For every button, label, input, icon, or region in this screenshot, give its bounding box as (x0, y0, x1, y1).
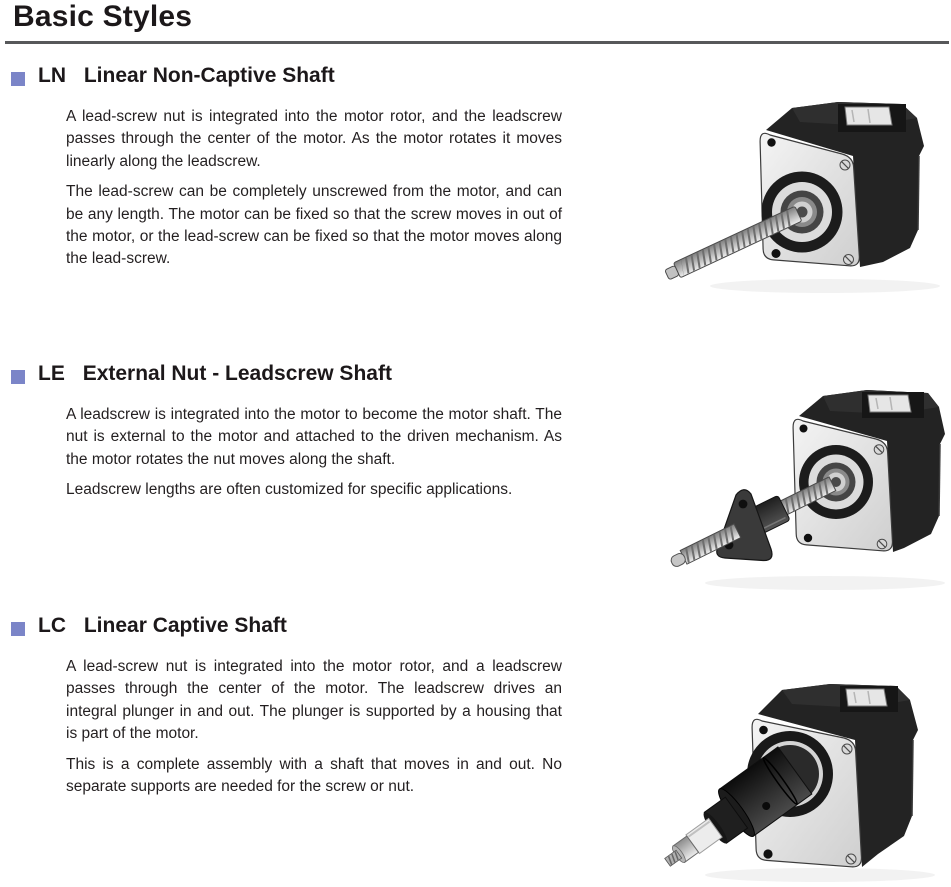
section-ln (0, 64, 578, 271)
lc-motor-photo (640, 660, 951, 887)
section-le-title: External Nut - Leadscrew Shaft (82, 362, 392, 385)
section-le-paragraph-1: A leadscrew is integrated into the motor to become the motor shaft. The nut is external to the motor and attached to the driven mechanism. As the motor rotates the nut moves along the shaft. (66, 406, 562, 468)
section-lc-paragraph-1: A lead-screw nut is integrated into the motor rotor, and a leadscrew passes through the center of the motor. The leadscrew drives an integral plunger in and out. The plunger is supported by a housing that is part of the motor. (66, 658, 562, 743)
section-lc (0, 614, 578, 798)
section-ln-code: LN (38, 64, 66, 87)
section-ln-heading (0, 64, 578, 87)
section-lc-code: LC (38, 614, 66, 637)
le-motor-photo (640, 378, 951, 600)
section-bullet-icon (11, 72, 25, 86)
section-le-paragraph-2: Leadscrew lengths are often customized for specific applications. (66, 481, 513, 499)
ln-motor-photo (640, 84, 951, 300)
section-ln-title: Linear Non-Captive Shaft (83, 64, 335, 87)
page-title: Basic Styles (13, 0, 193, 33)
title-rule (5, 41, 949, 44)
section-le-heading (0, 362, 578, 385)
section-ln-paragraph-1: A lead-screw nut is integrated into the motor rotor, and the leadscrew passes through the center of the motor. As the motor rotates it moves linearly along the leadscrew. (66, 108, 562, 170)
section-bullet-icon (11, 370, 25, 384)
section-le-code: LE (38, 362, 65, 385)
section-lc-heading (0, 614, 578, 637)
section-le (0, 362, 578, 502)
section-lc-paragraph-2: This is a complete assembly with a shaft that moves in and out. No separate supports are needed for the screw or nut. (66, 755, 562, 796)
section-bullet-icon (11, 622, 25, 636)
section-ln-paragraph-2: The lead-screw can be completely unscrewed from the motor, and can be any length. The motor can be fixed so that the screw moves in out of the motor, or the lead-screw can be fixed so that the motor moves along the lead-screw. (66, 183, 562, 268)
section-lc-title: Linear Captive Shaft (83, 614, 287, 637)
